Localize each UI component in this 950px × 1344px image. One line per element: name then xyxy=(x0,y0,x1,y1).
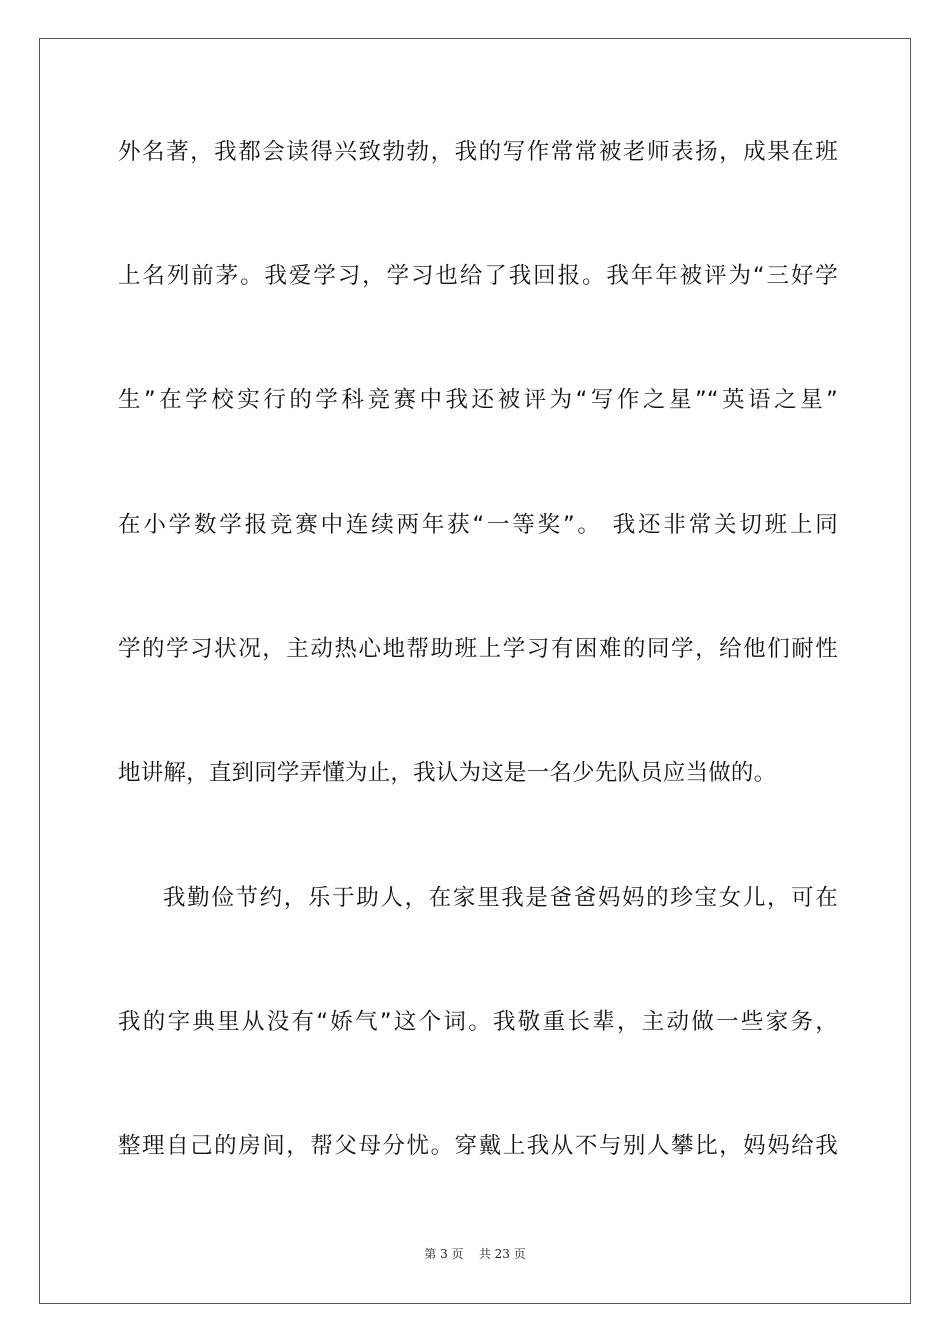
text-line: 我的字典里从没有“娇气”这个词。我敬重长辈，主动做一些家务， xyxy=(118,1009,838,1035)
text-line: 学的学习状况，主动热心地帮助班上学习有困难的同学，给他们耐性 xyxy=(118,636,838,662)
text-line: 在小学数学报竞赛中连续两年获“一等奖”。 我还非常关切班上同 xyxy=(118,512,838,538)
text-line: 外名著，我都会读得兴致勃勃，我的写作常常被老师表扬，成果在班 xyxy=(118,139,838,165)
text-line: 我勤俭节约，乐于助人，在家里我是爸爸妈妈的珍宝女儿，可在 xyxy=(163,885,838,911)
page-number: 第 3 页 xyxy=(424,1247,464,1261)
page-footer xyxy=(0,1246,950,1262)
page-total: 共 23 页 xyxy=(478,1247,526,1261)
text-line: 整理自己的房间，帮父母分忧。穿戴上我从不与别人攀比，妈妈给我 xyxy=(118,1133,838,1159)
page-frame xyxy=(39,38,911,1304)
text-line: 上名列前茅。我爱学习，学习也给了我回报。我年年被评为“三好学 xyxy=(118,263,838,289)
text-line: 地讲解，直到同学弄懂为止，我认为这是一名少先队员应当做的。 xyxy=(118,760,777,786)
text-line: 生”在学校实行的学科竞赛中我还被评为“写作之星”“英语之星” xyxy=(118,387,838,413)
